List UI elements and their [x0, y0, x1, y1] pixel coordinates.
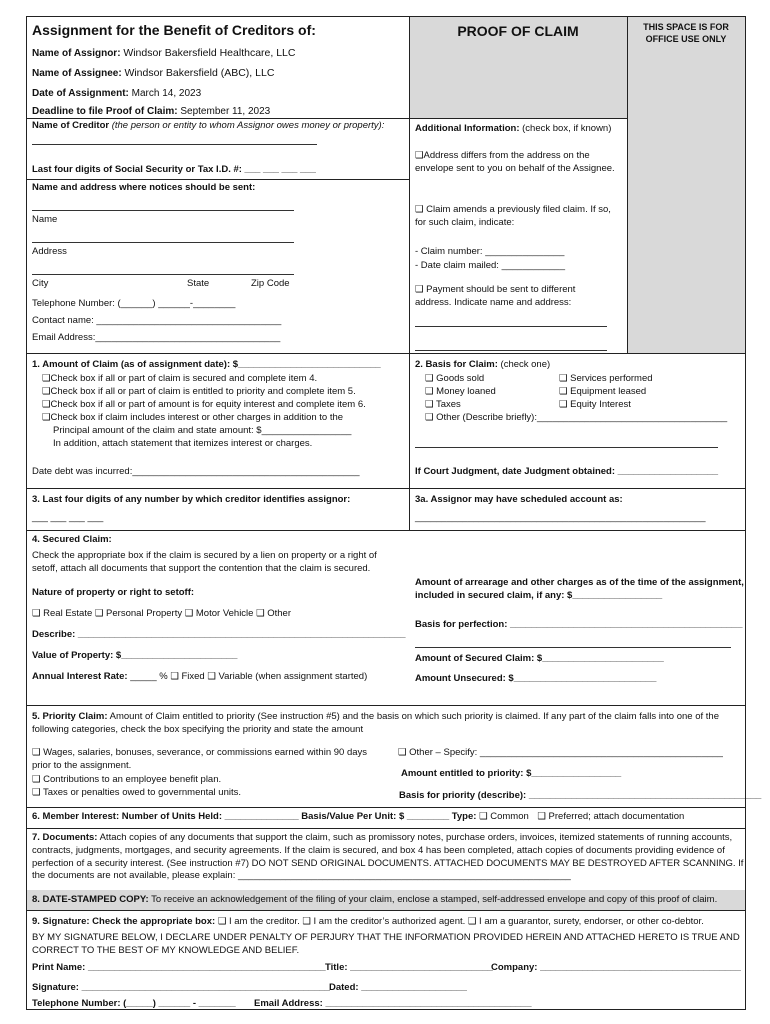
- print-name-field[interactable]: Print Name: _____________________________________________: [32, 962, 326, 973]
- arrearage-field[interactable]: Amount of arrearage and other charges as of the time of the assignment, included in secured claim, if any: $_________________: [415, 577, 744, 601]
- court-judgment-field[interactable]: If Court Judgment, date Judgment obtained: ___________________: [415, 466, 719, 477]
- section-4-secured: [27, 530, 747, 705]
- describe-field[interactable]: Describe: ______________________________________________________________: [32, 629, 406, 640]
- section-2-basis: [409, 353, 747, 488]
- notice-address-line[interactable]: [32, 242, 294, 243]
- section-7-documents: [27, 828, 747, 890]
- header-block: [27, 17, 409, 118]
- common-checkbox[interactable]: ❑ Common: [479, 811, 529, 822]
- date-mailed-field[interactable]: - Date claim mailed: ____________: [415, 260, 565, 271]
- interest-statement-note: In addition, attach statement that itemizes interest or charges.: [53, 438, 313, 449]
- assignor-label: Name of Assignor:: [32, 47, 121, 59]
- date-stamped-text: To receive an acknowledgement of the filing of your claim, enclose a stamped, self-addressed envelope and copy of this proof of claim.: [151, 894, 718, 905]
- member-interest-fields[interactable]: 6. Member Interest: Number of Units Held: ______________ Basis/Value Per Unit: $ ________ Type:: [32, 811, 477, 822]
- signer-role-checkboxes[interactable]: ❑ I am the creditor. ❑ I am the creditor’s authorized agent. ❑ I am a guarantor, surety, endorser, or other co-debtor.: [217, 916, 704, 927]
- email-field[interactable]: Email Address:___________________________________: [32, 332, 281, 343]
- gov-taxes-checkbox[interactable]: ❑ Taxes or penalties owed to governmental units.: [32, 787, 242, 798]
- deadline-value: September 11, 2023: [180, 106, 271, 118]
- office-use-label: THIS SPACE IS FOR OFFICE USE ONLY: [643, 22, 729, 44]
- creditor-name-hint: (the person or entity to whom Assignor owes money or property):: [111, 120, 385, 131]
- creditor-block: [27, 118, 409, 353]
- property-type-checkboxes[interactable]: ❑ Real Estate ❑ Personal Property ❑ Motor Vehicle ❑ Other: [32, 608, 292, 619]
- goods-sold-checkbox[interactable]: ❑ Goods sold: [425, 373, 485, 384]
- contact-name-field[interactable]: Contact name: ___________________________________: [32, 315, 282, 326]
- signature-title: 9. Signature: Check the appropriate box:: [32, 916, 216, 927]
- assignee-label: Name of Assignee:: [32, 68, 122, 80]
- claim-number-field[interactable]: - Claim number: _______________: [415, 246, 565, 257]
- wages-checkbox[interactable]: ❑ Wages, salaries, bonuses, severance, or commissions earned within 90 days prior to the assignment.: [32, 747, 368, 771]
- assignment-date-label: Date of Assignment:: [32, 87, 129, 99]
- dated-field[interactable]: Dated: ____________________: [329, 982, 467, 993]
- signer-email-field[interactable]: Email Address: _______________________________________: [254, 998, 532, 1009]
- date-stamped-title: 8. DATE-STAMPED COPY:: [32, 894, 149, 905]
- last-four-digits-field[interactable]: ___ ___ ___ ___: [32, 512, 104, 523]
- priority-basis-field[interactable]: Basis for priority (describe): ____________________________________________: [399, 790, 762, 801]
- basis-hint: (check one): [500, 359, 551, 370]
- interest-rate-label: Annual Interest Rate:: [32, 671, 128, 682]
- secured-claim-title: 4. Secured Claim:: [32, 534, 112, 545]
- creditor-name-field[interactable]: [32, 144, 317, 145]
- documents-title: 7. Documents:: [32, 832, 98, 843]
- office-use-box: [627, 17, 745, 353]
- additional-info-block: [409, 118, 627, 353]
- nature-property-label: Nature of property or right to setoff:: [32, 587, 195, 598]
- priority-amount-field[interactable]: Amount entitled to priority: $_________________: [401, 768, 622, 779]
- proof-of-claim-title: PROOF OF CLAIM: [457, 23, 579, 39]
- documents-text[interactable]: Attach copies of any documents that support the claim, such as promissory notes, purchase orders, invoices, itemized statements of running accounts, contracts, judgments, mortgages, and security agreements. If the claim is secured, and box 4 has been completed, attach copies of documents providing evidence of perfection of a security interest. (See instruction #7) DO NOT SEND ORIGINAL DOCUMENTS. ATTACHED DOCUMENTS MAY BE DESTROYED AFTER SCANNING. If the documents are not available, please explain: _______________________________________________________________: [32, 832, 744, 882]
- secured-claim-description: Check the appropriate box if the claim is secured by a lien on property or a right of setoff, attach all documents that support the contention that the claim is secured.: [32, 550, 377, 574]
- secured-checkbox[interactable]: ❑Check box if all or part of claim is secured and complete item 4.: [42, 373, 318, 384]
- preferred-checkbox[interactable]: ❑ Preferred; attach documentation: [537, 811, 685, 822]
- assignor-value: Windsor Bakersfield Healthcare, LLC: [123, 46, 296, 59]
- perfection-line-2[interactable]: [415, 647, 731, 648]
- interest-checkbox[interactable]: ❑Check box if claim includes interest or other charges in addition to the: [42, 412, 344, 423]
- notice-city-line[interactable]: [32, 274, 294, 275]
- notice-address-label: Address: [32, 246, 67, 257]
- basis-title: 2. Basis for Claim:: [415, 359, 498, 370]
- payment-address-line-1[interactable]: [415, 326, 607, 327]
- proof-of-claim-form: [26, 16, 762, 1010]
- notice-name-line[interactable]: [32, 210, 294, 211]
- section-3: [27, 488, 747, 530]
- section-6-member: [27, 807, 747, 828]
- services-checkbox[interactable]: ❑ Services performed: [559, 373, 653, 384]
- contributions-checkbox[interactable]: ❑ Contributions to an employee benefit plan.: [32, 774, 222, 785]
- equity-interest-checkbox[interactable]: ❑ Equity Interest: [559, 399, 631, 410]
- notice-name-label: Name: [32, 214, 58, 225]
- other-basis-line[interactable]: [415, 447, 718, 448]
- equipment-checkbox[interactable]: ❑ Equipment leased: [559, 386, 647, 397]
- proof-title-box: [409, 17, 627, 118]
- priority-checkbox[interactable]: ❑Check box if all or part of claim is entitled to priority and complete item 5.: [42, 386, 356, 397]
- perfection-field[interactable]: Basis for perfection: ____________________________________________: [415, 619, 743, 630]
- money-loaned-checkbox[interactable]: ❑ Money loaned: [425, 386, 496, 397]
- payment-address-line-2[interactable]: [415, 350, 607, 351]
- perjury-declaration: BY MY SIGNATURE BELOW, I DECLARE UNDER PENALTY OF PERJURY THAT THE INFORMATION PROVIDED HEREIN AND ATTACHED HERETO IS TRUE AND CORRECT TO THE BEST OF MY KNOWLEDGE AND BELIEF.: [32, 932, 740, 956]
- zip-label: Zip Code: [251, 278, 290, 289]
- date-debt-incurred-field[interactable]: Date debt was incurred:___________________________________________: [32, 466, 360, 477]
- other-priority-field[interactable]: ❑ Other – Specify: ______________________________________________: [398, 747, 723, 758]
- ssn-field[interactable]: Last four digits of Social Security or Tax I.D. #: ___ ___ ___ ___: [32, 164, 316, 175]
- equity-checkbox[interactable]: ❑Check box if all or part of amount is for equity interest and complete item 6.: [42, 399, 366, 410]
- signature-field[interactable]: Signature: _______________________________________________: [32, 982, 330, 993]
- title-field[interactable]: Title: ___________________________: [325, 962, 493, 973]
- deadline-label: Deadline to file Proof of Claim:: [32, 106, 178, 118]
- assignee-value: Windsor Bakersfield (ABC), LLC: [124, 67, 275, 80]
- last-four-digits-label: 3. Last four digits of any number by which creditor identifies assignor:: [32, 494, 351, 505]
- additional-info-hint: (check box, if known): [522, 123, 612, 134]
- scheduled-account-field[interactable]: _______________________________________________________: [415, 512, 706, 523]
- priority-claim-description: Amount of Claim entitled to priority (See instruction #5) and the basis on which such priority is claimed. If any part of the claim falls into one of the following categories, check the box specifying the priority and state the amount: [32, 711, 719, 735]
- other-basis-checkbox[interactable]: ❑ Other (Describe briefly):____________________________________: [425, 412, 728, 423]
- section-1-amount: [27, 353, 409, 488]
- state-label: State: [187, 278, 210, 289]
- section-8-date-stamped: [27, 890, 745, 910]
- notices-label: Name and address where notices should be sent:: [32, 182, 256, 193]
- city-label: City: [32, 278, 49, 289]
- section-5-priority: [27, 705, 762, 807]
- additional-info-title: Additional Information:: [415, 123, 520, 134]
- section-9-signature: [27, 910, 747, 1011]
- creditor-name-label: Name of Creditor: [32, 120, 110, 131]
- scheduled-account-label: 3a. Assignor may have scheduled account as:: [415, 494, 623, 505]
- address-differs-checkbox[interactable]: ❑Address differs from the address on the envelope sent to you on behalf of the Assignee.: [415, 150, 615, 174]
- value-property-field[interactable]: Value of Property: $______________________: [32, 650, 238, 661]
- telephone-field[interactable]: Telephone Number: (______) ______-________: [32, 298, 236, 309]
- principal-amount-field[interactable]: Principal amount of the claim and state amount: $_________________: [53, 425, 352, 436]
- unsecured-amount-field[interactable]: Amount Unsecured: $___________________________: [415, 673, 657, 684]
- priority-claim-title: 5. Priority Claim:: [32, 711, 108, 722]
- interest-rate-field[interactable]: _____ % ❑ Fixed ❑ Variable (when assignment started): [130, 671, 368, 682]
- amends-claim-checkbox[interactable]: ❑ Claim amends a previously filed claim. If so, for such claim, indicate:: [415, 204, 611, 228]
- form-title: Assignment for the Benefit of Creditors of:: [32, 22, 316, 38]
- secured-amount-field[interactable]: Amount of Secured Claim: $_______________________: [415, 653, 664, 664]
- payment-different-checkbox[interactable]: ❑ Payment should be sent to different address. Indicate name and address:: [415, 284, 576, 308]
- amount-of-claim-field[interactable]: 1. Amount of Claim (as of assignment date): $___________________________: [32, 359, 381, 370]
- signer-phone-field[interactable]: Telephone Number: (_____) ______ - _______: [32, 998, 236, 1009]
- taxes-checkbox[interactable]: ❑ Taxes: [425, 399, 461, 410]
- company-field[interactable]: Company: ______________________________________: [491, 962, 741, 973]
- assignment-date-value: March 14, 2023: [131, 87, 202, 99]
